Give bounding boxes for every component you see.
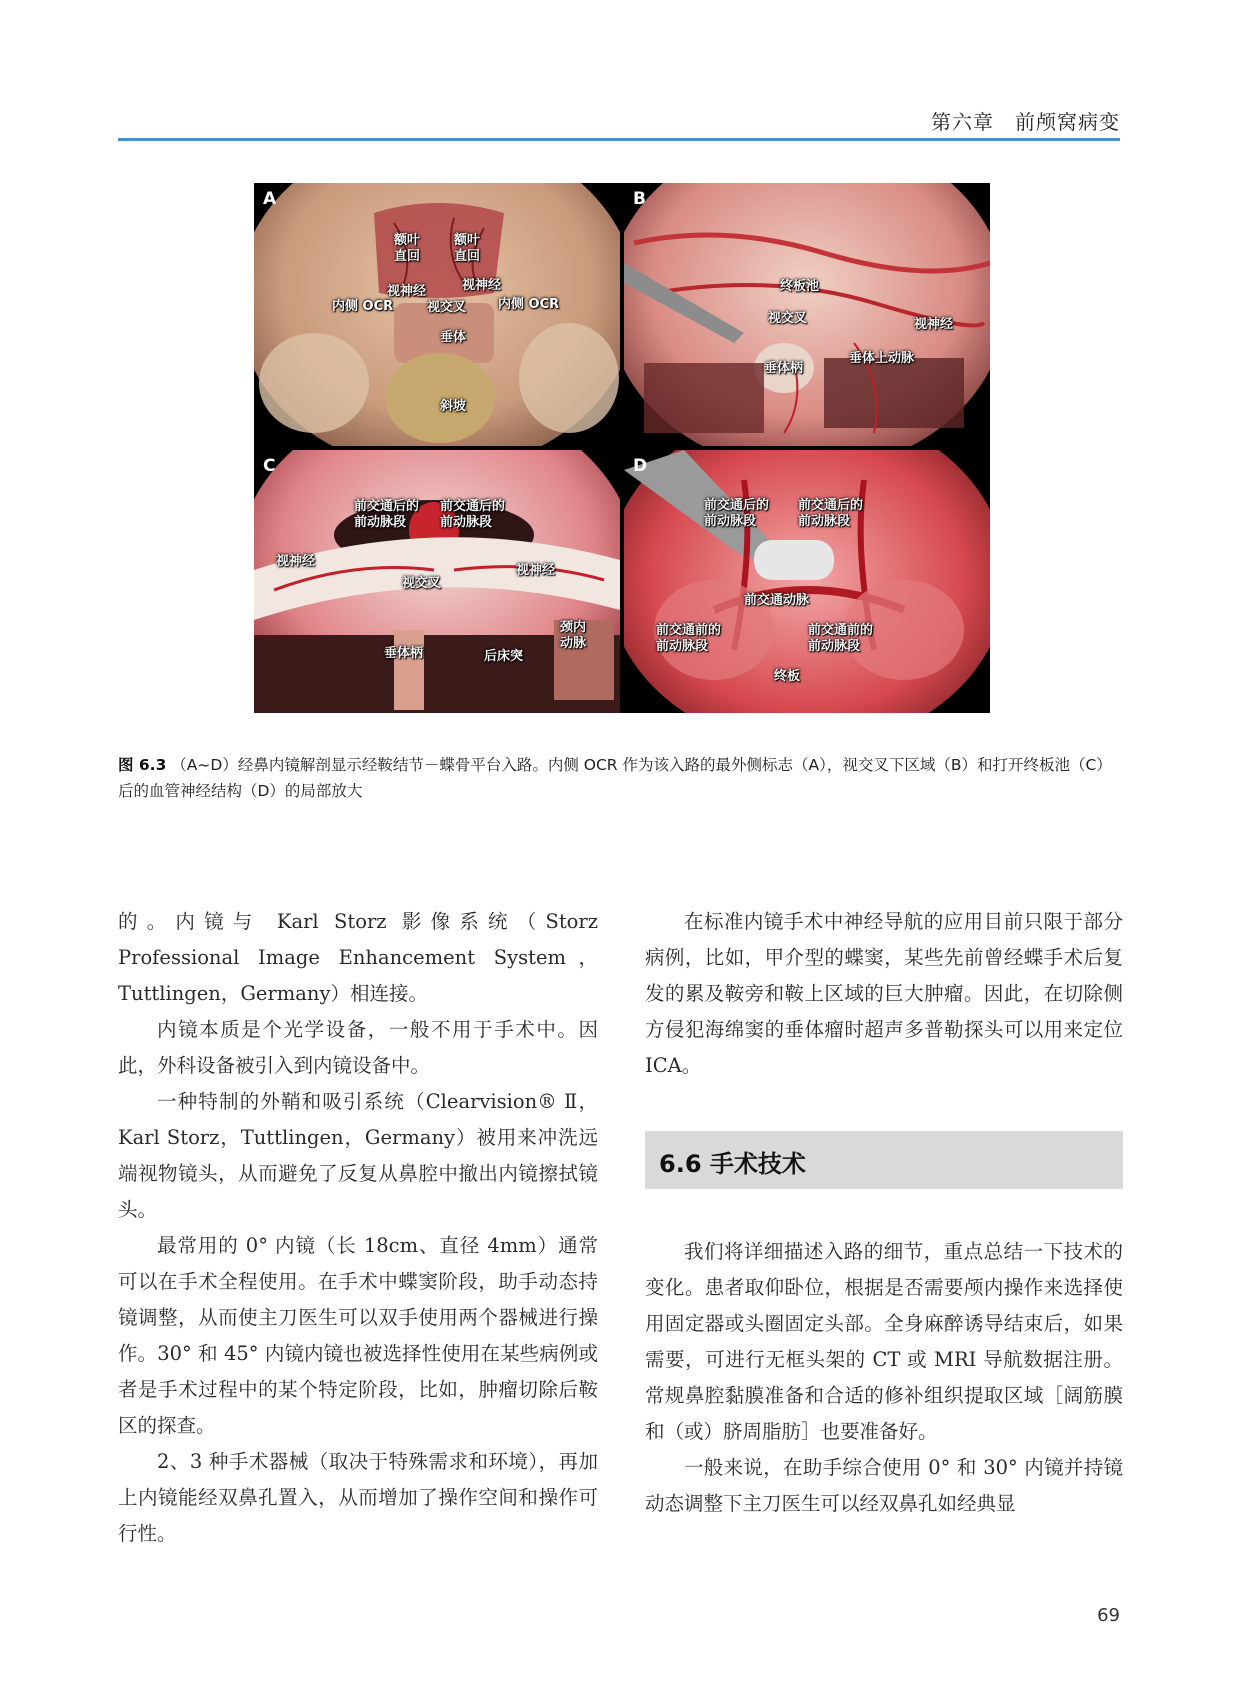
label-medial-ocr-right: 内侧 OCR bbox=[498, 297, 560, 312]
section-heading-bar bbox=[645, 1131, 1123, 1189]
label-posterior-clinoid: 后床突 bbox=[484, 649, 524, 664]
panel-b bbox=[624, 183, 990, 446]
paragraph: 一种特制的外鞘和吸引系统（Clearvision® Ⅱ，Karl Storz，Tuttlingen，Germany）被用来冲洗远端视物镜头，从而避免了反复从鼻腔中撤出内镜擦拭镜头。 bbox=[118, 1090, 598, 1221]
label-superior-hypophyseal-artery: 垂体上动脉 bbox=[849, 351, 915, 366]
panel-c-letter: C bbox=[263, 456, 276, 476]
label-gyrus-rectus-right: 额叶 直回 bbox=[454, 233, 481, 264]
label-lamina-terminalis: 终板 bbox=[774, 669, 801, 684]
label-optic-chiasm: 视交叉 bbox=[402, 576, 442, 591]
page-number: 69 bbox=[1097, 1605, 1120, 1626]
running-header: 第六章 前颅窝病变 bbox=[931, 110, 1120, 134]
header-rule bbox=[118, 138, 1120, 141]
label-optic-nerve-left: 视神经 bbox=[276, 554, 316, 569]
label-optic-nerve-right: 视神经 bbox=[462, 278, 502, 293]
paragraph: 我们将详细描述入路的细节，重点总结一下技术的变化。患者取仰卧位，根据是否需要颅内操作来选择使用固定器或头圈固定头部。全身麻醉诱导结束后，如果需要，可进行无框头架的 CT 或 MRI 导航数据注册。常规鼻腔黏膜准备和合适的修补组织提取区域［阔筋膜和（或）脐周脂肪］也要准备好。 bbox=[645, 1240, 1123, 1443]
figure-6-3 bbox=[254, 183, 990, 713]
paragraph: 在标准内镜手术中神经导航的应用目前只限于部分病例，比如，甲介型的蝶窦，某些先前曾经蝶手术后复发的累及鞍旁和鞍上区域的巨大肿瘤。因此，在切除侧方侵犯海绵窦的垂体瘤时超声多普勒探头可以用来定位 ICA。 bbox=[645, 910, 1123, 1077]
panel-a bbox=[254, 183, 620, 446]
label-a2-right: 前交通后的 前动脉段 bbox=[440, 499, 506, 530]
panel-a-letter: A bbox=[263, 189, 277, 209]
right-column-bottom bbox=[645, 1234, 1123, 1522]
label-anterior-communicating-artery: 前交通动脉 bbox=[744, 593, 810, 608]
figure-caption bbox=[118, 752, 1122, 804]
label-medial-ocr-left: 内侧 OCR bbox=[332, 299, 394, 314]
label-optic-nerve: 视神经 bbox=[914, 317, 954, 332]
label-optic-chiasm: 视交叉 bbox=[768, 311, 808, 326]
caption-label: 图 6.3 bbox=[118, 756, 167, 774]
label-pituitary-stalk: 垂体柄 bbox=[384, 646, 424, 661]
section-title: 6.6 手术技术 bbox=[659, 1150, 806, 1178]
panel-d bbox=[624, 450, 990, 713]
label-pituitary-stalk: 垂体柄 bbox=[764, 361, 804, 376]
label-optic-nerve-right: 视神经 bbox=[516, 563, 556, 578]
paragraph: 的。内镜与 Karl Storz 影像系统（Storz Professional Image Enhancement System，Tuttlingen，Germany）相连接。 bbox=[118, 910, 598, 1005]
label-internal-carotid-artery: 颈内 动脉 bbox=[560, 620, 587, 651]
paragraph: 一般来说，在助手综合使用 0° 和 30° 内镜并持镜动态调整下主刀医生可以经双鼻孔如经典显 bbox=[645, 1456, 1123, 1515]
paragraph: 内镜本质是个光学设备，一般不用于手术中。因此，外科设备被引入到内镜设备中。 bbox=[118, 1018, 598, 1077]
panel-d-letter: D bbox=[633, 456, 648, 476]
label-lamina-terminalis-cistern: 终板池 bbox=[780, 279, 820, 294]
panel-d-image bbox=[624, 450, 990, 713]
label-a1-right: 前交通前的 前动脉段 bbox=[808, 623, 874, 654]
right-column-top bbox=[645, 904, 1123, 1084]
label-optic-nerve-left: 视神经 bbox=[387, 284, 427, 299]
panel-b-letter: B bbox=[633, 189, 646, 209]
paragraph: 2、3 种手术器械（取决于特殊需求和环境），再加上内镜能经双鼻孔置入，从而增加了操作空间和操作可行性。 bbox=[118, 1450, 598, 1545]
label-clivus: 斜坡 bbox=[440, 399, 467, 414]
panel-c bbox=[254, 450, 620, 713]
label-a2-right: 前交通后的 前动脉段 bbox=[798, 498, 864, 529]
label-optic-chiasm: 视交叉 bbox=[427, 300, 467, 315]
label-gyrus-rectus-left: 额叶 直回 bbox=[394, 233, 421, 264]
left-column bbox=[118, 904, 598, 1552]
label-pituitary: 垂体 bbox=[440, 330, 467, 345]
label-a2-left: 前交通后的 前动脉段 bbox=[704, 498, 770, 529]
caption-text: （A~D）经鼻内镜解剖显示经鞍结节－蝶骨平台入路。内侧 OCR 作为该入路的最外侧标志（A），视交叉下区域（B）和打开终板池（C）后的血管神经结构（D）的局部放大 bbox=[118, 756, 1112, 800]
label-a1-left: 前交通前的 前动脉段 bbox=[656, 623, 722, 654]
paragraph: 最常用的 0° 内镜（长 18cm、直径 4mm）通常可以在手术全程使用。在手术中蝶窦阶段，助手动态持镜调整，从而使主刀医生可以双手使用两个器械进行操作。30° 和 45° 内镜内镜也被选择性使用在某些病例或者是手术过程中的某个特定阶段，比如，肿瘤切除后鞍区的探查。 bbox=[118, 1234, 598, 1437]
label-a2-left: 前交通后的 前动脉段 bbox=[354, 499, 420, 530]
